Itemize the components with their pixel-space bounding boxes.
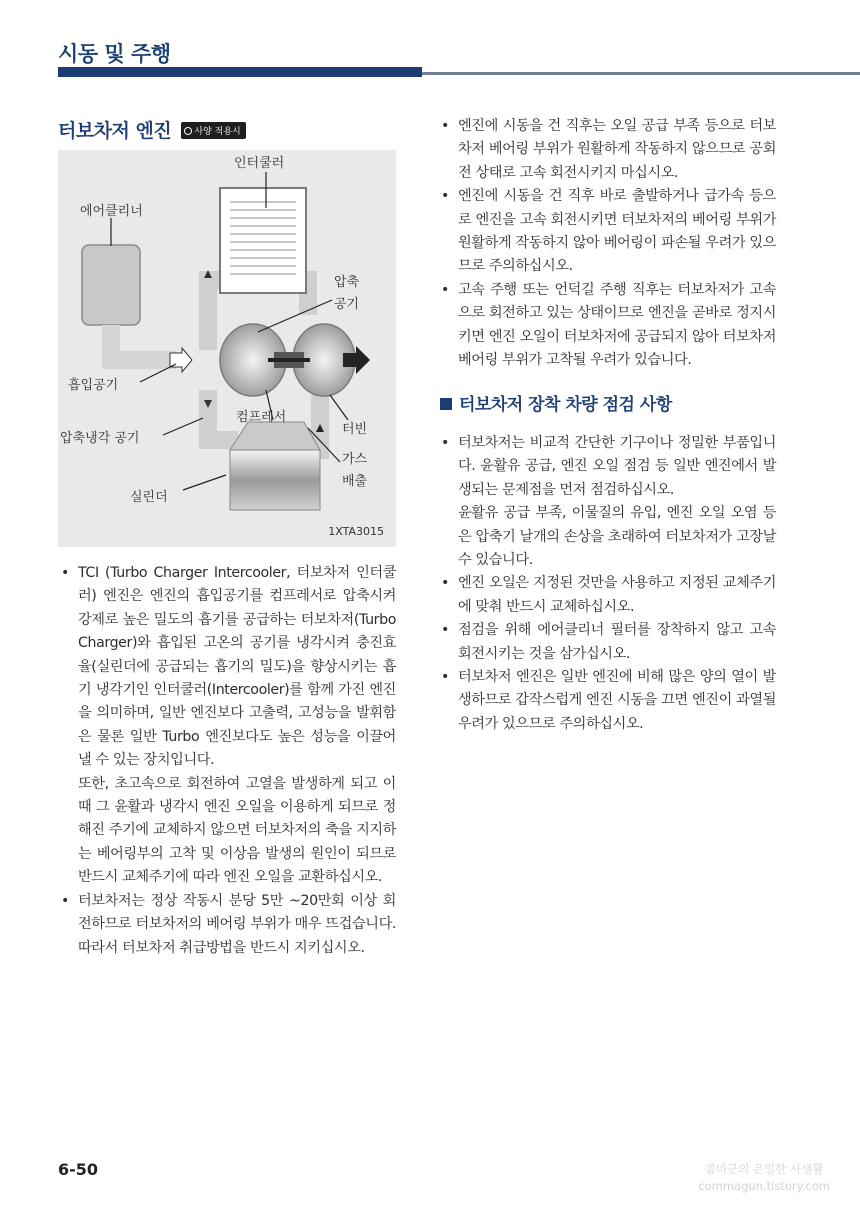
subheading-text: 터보차저 장착 차량 점검 사항: [459, 395, 672, 416]
list-item: • 고속 주행 또는 언덕길 주행 직후는 터보차저가 고속으로 회전하고 있는 상태이므로 엔진을 곧바로 정지시키면 엔진 오일이 터보차저에 공급되지 않아 터보차저 베어링 부위가 고착될 우려가 있습니다.: [440, 279, 776, 373]
option-badge-label: 사양 적용시: [194, 126, 241, 137]
header-rule-dark: [58, 67, 422, 77]
option-icon: [184, 127, 192, 135]
list-item: • 점검을 위해 에어클리너 필터를 장착하지 않고 고속 회전시키는 것을 삼가십시오.: [440, 619, 776, 666]
page-number: 6-50: [58, 1160, 99, 1179]
watermark-line-1: 콤마군의 은밀한 사생활: [704, 1162, 824, 1176]
chapter-title: 시동 및 주행: [58, 42, 171, 66]
label-intercooler: 인터쿨러: [234, 156, 285, 171]
subheading: [440, 394, 776, 417]
list-item: • 엔진에 시동을 건 직후 바로 출발하거나 급가속 등으로 엔진을 고속 회전시키면 터보차저의 베어링 부위가 원활하게 작동하지 않아 베어링이 파손될 우려가 있으므로 주의하십시오.: [440, 185, 776, 279]
label-cooled-air: 압축냉각 공기: [60, 431, 140, 446]
option-badge: [181, 122, 245, 139]
label-exhaust-2: 배출: [342, 474, 368, 489]
label-exhaust-1: 가스: [342, 452, 368, 467]
paragraph: 윤활유 공급 부족, 이물질의 유입, 엔진 오일 오염 등은 압축기 날개의 손상을 초래하여 터보차저가 고장날 수 있습니다.: [458, 505, 776, 568]
turbocharger-diagram: [58, 150, 396, 547]
list-item: • 엔진에 시동을 건 직후는 오일 공급 부족 등으로 터보차저 베어링 부위가 원활하게 작동하지 않으므로 공회전 상태로 고속 회전시키지 마십시오.: [440, 115, 776, 185]
figure-code: 1XTA3015: [328, 525, 384, 538]
label-turbine: 터빈: [342, 422, 368, 437]
list-item: • 터보차저는 정상 작동시 분당 5만 ~20만회 이상 회전하므로 터보차저의 베어링 부위가 매우 뜨겁습니다. 따라서 터보차저 취급방법을 반드시 지키십시오.: [60, 890, 396, 960]
label-intake-air: 흡입공기: [68, 378, 119, 393]
section-title: [58, 116, 246, 143]
square-bullet-icon: [440, 398, 452, 410]
label-compressor: 컴프레서: [236, 410, 287, 425]
right-column: [440, 115, 776, 736]
section-title-text: 터보차저 엔진: [58, 120, 172, 142]
list-item: • 엔진 오일은 지정된 것만을 사용하고 지정된 교체주기에 맞춰 반드시 교체하십시오.: [440, 572, 776, 619]
list-item: • 터보차저 엔진은 일반 엔진에 비해 많은 양의 열이 발생하므로 갑작스럽게 엔진 시동을 끄면 엔진이 과열될 우려가 있으므로 주의하십시오.: [440, 666, 776, 736]
label-cylinder: 실린더: [130, 490, 168, 505]
watermark: [698, 1161, 830, 1195]
list-item: • 터보차저는 비교적 간단한 기구이나 정밀한 부품입니다. 윤활유 공급, 엔진 오일 점검 등 일반 엔진에서 발생되는 문제점을 먼저 점검하십시오.: [440, 432, 776, 502]
header-rule-light: [422, 72, 860, 75]
label-compressed-air-2: 공기: [334, 297, 360, 312]
label-air-cleaner: 에어클리너: [80, 204, 143, 219]
label-compressed-air-1: 압축: [334, 275, 360, 290]
left-column: [60, 562, 396, 960]
list-item: • TCI (Turbo Charger Intercooler, 터보차저 인터쿨러) 엔진은 엔진의 흡입공기를 컴프레서로 압축시켜 강제로 높은 밀도의 흡기를 공급하는 터보차저(Turbo Charger)와 흡입된 고온의 공기를 냉각시켜 충진효율(실린더에 공급되는 흡기의 밀도)을 향상시키는 흡기 냉각기인 인터쿨러(Intercooler)를 함께 가진 엔진을 의미하며, 일반 엔진보다 고출력, 고성능을 발휘함은 물론 일반 Turbo 엔진보다도 높은 성능을 이끌어낼 수 있는 장치입니다.: [60, 562, 396, 773]
watermark-line-2: commagun.tistory.com: [698, 1179, 830, 1193]
paragraph: 또한, 초고속으로 회전하여 고열을 발생하게 되고 이때 그 윤활과 냉각시 엔진 오일을 이용하게 되므로 정해진 주기에 교체하지 않으면 터보차저의 축을 지지하는 베어링부의 고착 및 이상음 발생의 원인이 되므로 반드시 교체주기에 따라 엔진 오일을 교환하십시오.: [78, 775, 396, 886]
